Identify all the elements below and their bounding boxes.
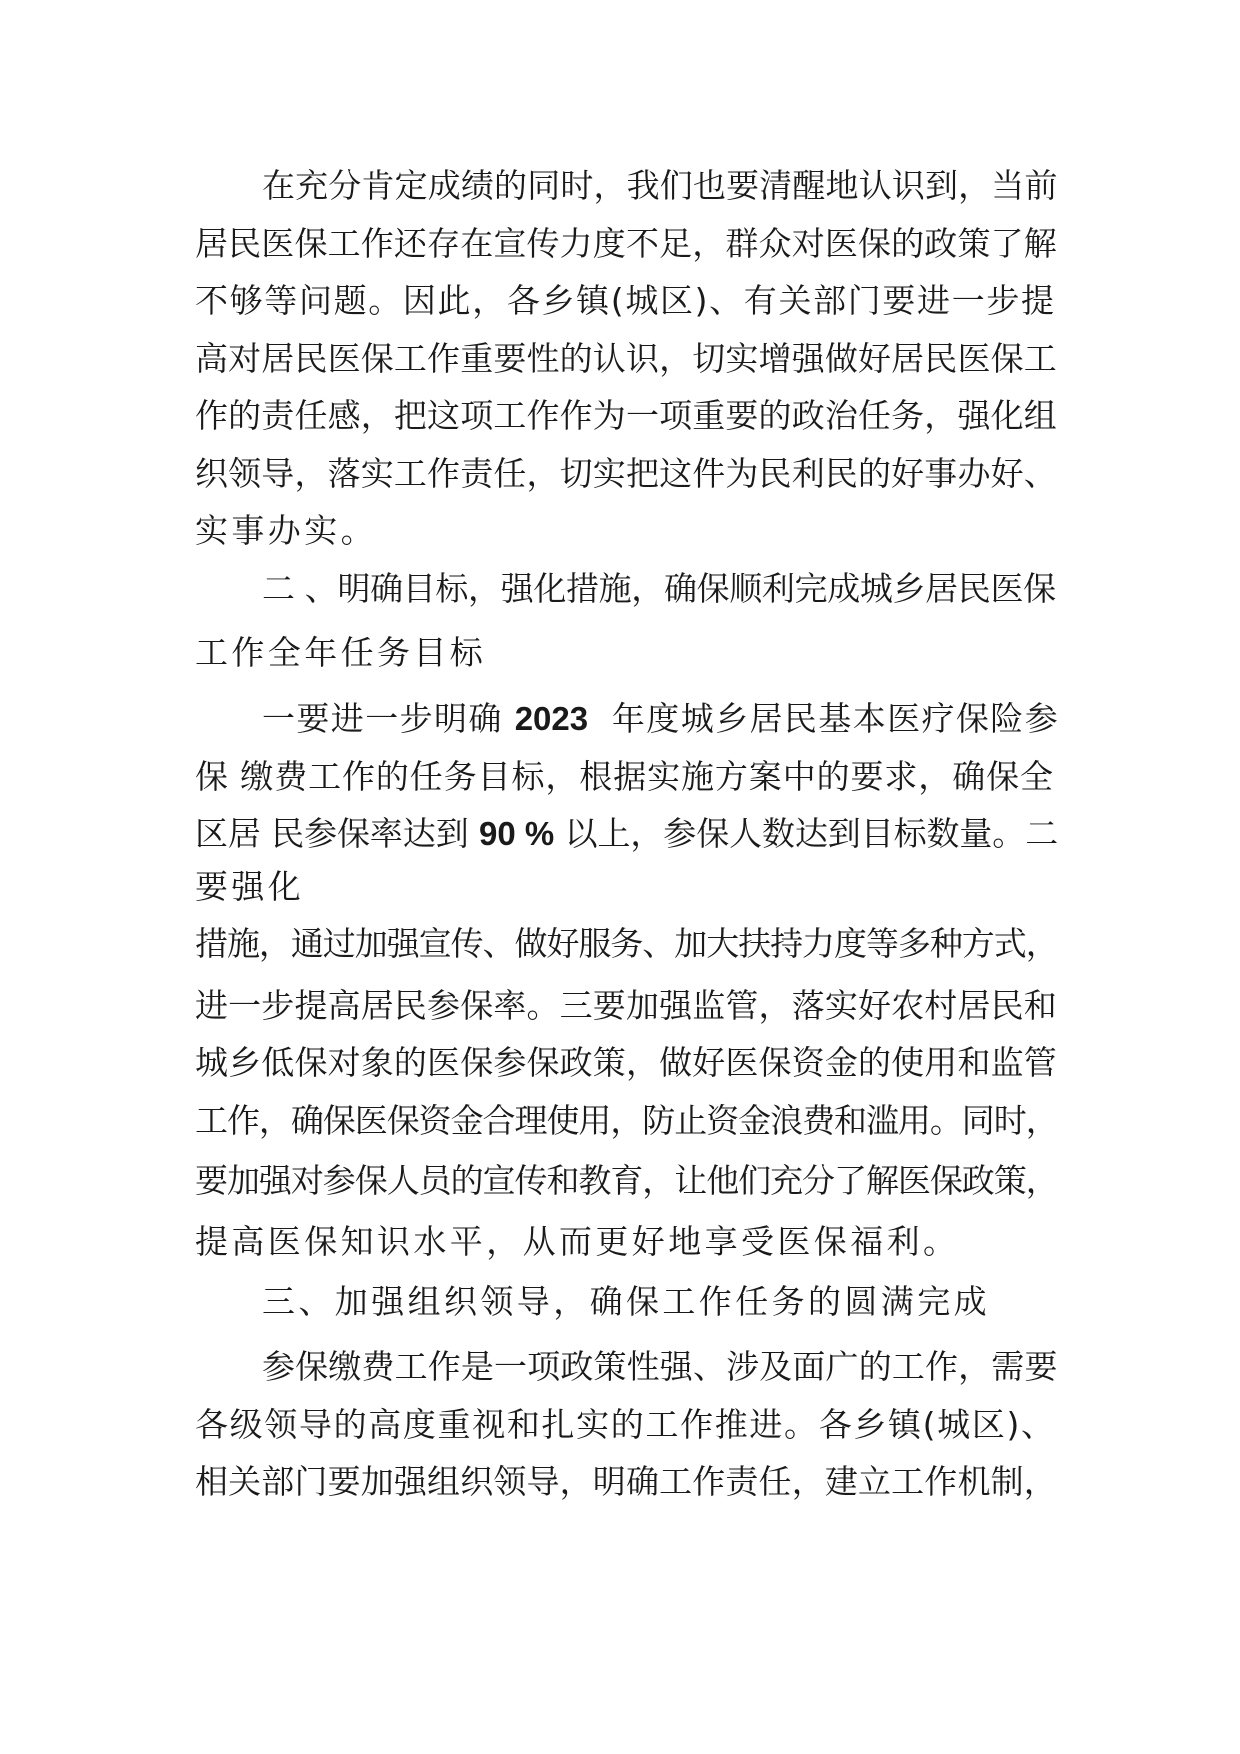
paragraph-4-line-3: 相关部门要加强组织领导，明确工作责任，建立工作机制，: [195, 1462, 1057, 1501]
paragraph-1-line-5: 作的责任感，把这项工作作为一项重要的政治任务，强化组: [195, 396, 1057, 435]
paragraph-3-line-4: 工作，确保医保资金合理使用，防止资金浪费和滥用。同时，: [195, 1101, 1058, 1140]
section-2-heading-line-1: 二 、明确目标，强化措施，确保顺利完成城乡居民医保: [262, 569, 1056, 608]
paragraph-2-line-3: [195, 814, 1058, 854]
paragraph-1-line-4: 高对居民医保工作重要性的认识，切实增强做好居民医保工: [195, 339, 1057, 378]
paragraph-1-line-3: 不够等问题。因此，各乡镇(城区)、有关部门要进一步提: [195, 281, 1056, 320]
paragraph-1-line-7: 实事办实。: [195, 511, 377, 550]
paragraph-3-line-2: 进一步提高居民参保率。三要加强监管，落实好农村居民和: [195, 986, 1057, 1025]
paragraph-4-line-2: 各级领导的高度重视和扎实的工作推进。各乡镇(城区)、: [195, 1405, 1056, 1444]
paragraph-3-line-5: 要加强对参保人员的宣传和教育，让他们充分了解医保政策，: [195, 1161, 1058, 1200]
paragraph-3-line-1: 措施，通过加强宣传、做好服务、加大扶持力度等多种方式，: [195, 924, 1058, 963]
paragraph-2-line-4: 要强化: [195, 867, 305, 906]
paragraph-3-line-6: 提高医保知识水平，从而更好地享受医保福利。: [195, 1222, 960, 1261]
text-run: 年度城乡居民基本医疗保险参: [611, 699, 1060, 738]
section-3-heading: 三、加强组织领导，确保工作任务的圆满完成: [262, 1282, 990, 1321]
paragraph-2-line-2: 保 缴费工作的任务目标，根据实施方案中的要求，确保全: [195, 757, 1054, 796]
section-2-heading-line-2: 工作全年任务目标: [195, 633, 487, 672]
paragraph-1-line-6: 织领导，落实工作责任，切实把这件为民利民的好事办好、: [195, 454, 1057, 493]
paragraph-1-line-2: 居民医保工作还存在宣传力度不足，群众对医保的政策了解: [195, 224, 1057, 263]
rate-value: 90 %: [478, 815, 555, 852]
text-run: 区居 民参保率达到: [195, 814, 469, 853]
year-value: 2023: [514, 700, 589, 737]
text-run: 一要进一步明确: [262, 699, 503, 738]
text-run: 以上，参保人数达到目标数量。二: [564, 814, 1059, 853]
paragraph-3-line-3: 城乡低保对象的医保参保政策，做好医保资金的使用和监管: [195, 1043, 1057, 1082]
paragraph-2-line-1: [262, 699, 1059, 739]
paragraph-1-line-1: 在充分肯定成绩的同时，我们也要清醒地认识到，当前: [262, 166, 1058, 205]
paragraph-4-line-1: 参保缴费工作是一项政策性强、涉及面广的工作，需要: [262, 1347, 1058, 1386]
